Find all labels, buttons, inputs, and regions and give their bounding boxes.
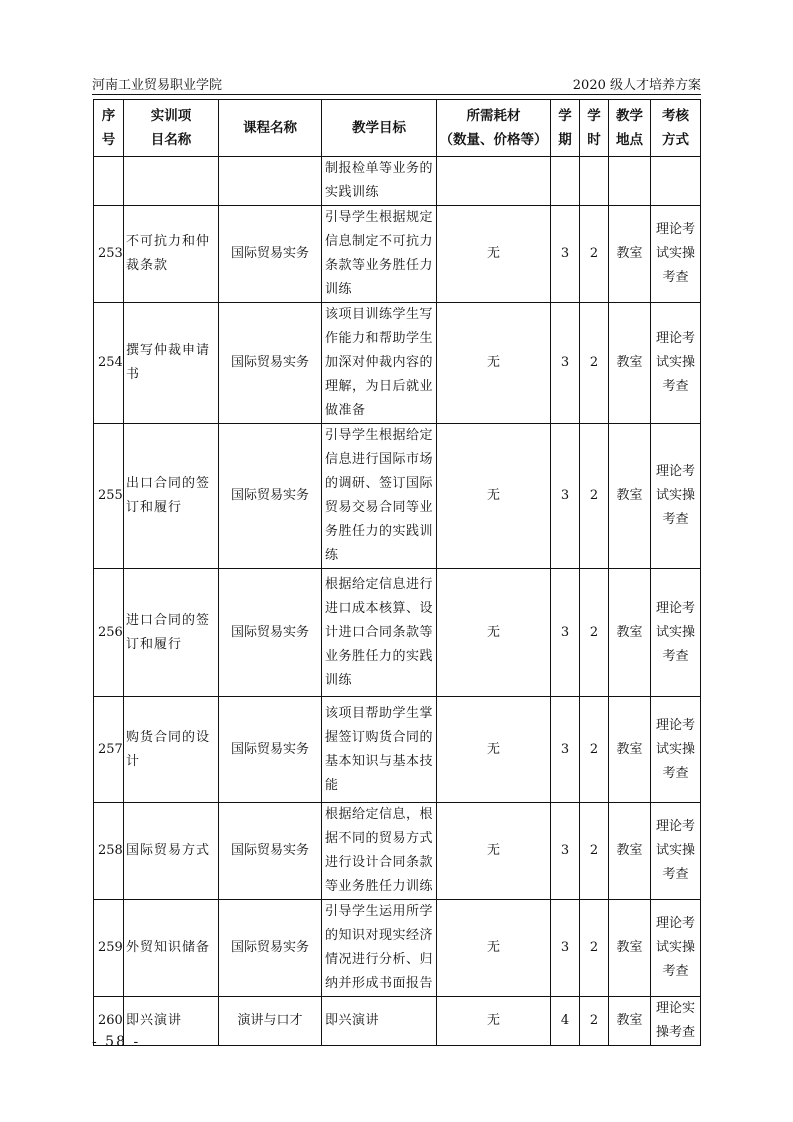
cell-term: 3 [551,206,580,303]
cell-name: 即兴演讲 [124,997,219,1046]
cell-assess: 理论考试实操考查 [651,424,701,569]
cell-hours: 2 [580,424,609,569]
cell-place: 教室 [609,997,651,1046]
cell-no: 253 [94,206,124,303]
column-header-line: 方式 [662,132,689,148]
cell-assess: 理论考试实操考查 [651,303,701,424]
table-body [94,157,701,1046]
cell-goal: 根据给定信息进行进口成本核算、设计进口合同条款等业务胜任力的实践训练 [322,569,437,697]
cell-term [551,157,580,206]
cell-no: 258 [94,803,124,900]
cell-place: 教室 [609,569,651,697]
header-doc-title: 2020 级人才培养方案 [572,78,701,93]
column-header-line: 教学 [616,108,643,124]
cell-goal: 该项目训练学生写作能力和帮助学生加深对仲裁内容的理解，为日后就业做准备 [322,303,437,424]
cell-place: 教室 [609,424,651,569]
table-row [94,206,701,303]
cell-material: 无 [437,303,551,424]
cell-goal: 引导学生运用所学的知识对现实经济情况进行分析、归纳并形成书面报告 [322,900,437,997]
cell-material: 无 [437,424,551,569]
cell-hours: 2 [580,803,609,900]
column-header [322,100,437,157]
cell-place: 教室 [609,303,651,424]
cell-name: 出口合同的签订和履行 [124,424,219,569]
cell-no: 255 [94,424,124,569]
cell-hours: 2 [580,569,609,697]
cell-assess: 理论考试实操考查 [651,697,701,803]
cell-assess: 理论考试实操考查 [651,569,701,697]
page-header [92,74,701,92]
cell-no [94,157,124,206]
cell-name [124,157,219,206]
column-header-line: 号 [101,132,116,148]
column-header-line: 期 [558,132,572,148]
cell-material [437,157,551,206]
cell-place [609,157,651,206]
table-row [94,697,701,803]
cell-no: 260 [94,997,124,1046]
cell-course: 国际贸易实务 [219,303,322,424]
cell-goal: 即兴演讲 [322,997,437,1046]
table-row [94,569,701,697]
table-row [94,997,701,1046]
column-header [94,100,124,157]
cell-name: 国际贸易方式 [124,803,219,900]
cell-place: 教室 [609,900,651,997]
cell-no: 259 [94,900,124,997]
cell-assess: 理论考试实操考查 [651,900,701,997]
cell-term: 3 [551,303,580,424]
column-header-line: 课程名称 [243,120,297,136]
cell-assess: 理论考试实操考查 [651,803,701,900]
header-rule [92,94,701,95]
column-header-line: 实训项 [150,108,192,124]
cell-hours: 2 [580,303,609,424]
cell-goal: 制报检单等业务的实践训练 [322,157,437,206]
column-header [219,100,322,157]
table-row [94,157,701,206]
column-header-line: 时 [587,132,601,148]
column-header [580,100,609,157]
table-row [94,900,701,997]
cell-goal: 引导学生根据给定信息进行国际市场的调研、签订国际贸易交易合同等业务胜任力的实践训练 [322,424,437,569]
cell-no: 254 [94,303,124,424]
cell-term: 3 [551,424,580,569]
column-header [124,100,219,157]
cell-goal: 引导学生根据规定信息制定不可抗力条款等业务胜任力训练 [322,206,437,303]
cell-hours: 2 [580,900,609,997]
cell-material: 无 [437,697,551,803]
cell-no: 256 [94,569,124,697]
table-header-row [94,100,701,157]
cell-hours: 2 [580,697,609,803]
cell-term: 3 [551,803,580,900]
cell-course: 国际贸易实务 [219,900,322,997]
column-header-line: 序 [101,108,116,124]
column-header-line: 地点 [616,132,643,148]
cell-assess: 理论实操考查 [651,997,701,1046]
column-header [551,100,580,157]
cell-course: 国际贸易实务 [219,206,322,303]
cell-course: 国际贸易实务 [219,424,322,569]
cell-material: 无 [437,803,551,900]
training-table [93,99,701,1046]
cell-material: 无 [437,900,551,997]
cell-place: 教室 [609,206,651,303]
column-header-line: 所需耗材 [466,108,521,124]
cell-name: 外贸知识储备 [124,900,219,997]
table-row [94,424,701,569]
cell-assess [651,157,701,206]
cell-place: 教室 [609,697,651,803]
table-row [94,803,701,900]
cell-term: 4 [551,997,580,1046]
column-header-line: 考核 [662,108,689,124]
cell-name: 不可抗力和仲裁条款 [124,206,219,303]
cell-course [219,157,322,206]
cell-goal: 根据给定信息，根据不同的贸易方式进行设计合同条款等业务胜任力训练 [322,803,437,900]
cell-course: 演讲与口才 [219,997,322,1046]
column-header-line: 教学目标 [352,120,406,136]
cell-no: 257 [94,697,124,803]
cell-hours: 2 [580,997,609,1046]
column-header-line: （数量、价格等） [439,132,548,148]
cell-course: 国际贸易实务 [219,569,322,697]
cell-term: 3 [551,569,580,697]
cell-material: 无 [437,997,551,1046]
cell-goal: 该项目帮助学生掌握签订购货合同的基本知识与基本技能 [322,697,437,803]
cell-name: 进口合同的签订和履行 [124,569,219,697]
cell-name: 购货合同的设计 [124,697,219,803]
cell-place: 教室 [609,803,651,900]
column-header [437,100,551,157]
column-header-line: 学 [587,108,601,124]
cell-name: 撰写仲裁申请书 [124,303,219,424]
column-header [651,100,701,157]
cell-material: 无 [437,569,551,697]
cell-material: 无 [437,206,551,303]
cell-hours: 2 [580,206,609,303]
cell-assess: 理论考试实操考查 [651,206,701,303]
cell-course: 国际贸易实务 [219,803,322,900]
column-header-line: 学 [558,108,572,124]
header-institution: 河南工业贸易职业学院 [92,78,223,93]
cell-term: 3 [551,697,580,803]
column-header-line: 目名称 [150,132,192,148]
column-header [609,100,651,157]
cell-term: 3 [551,900,580,997]
cell-hours [580,157,609,206]
cell-course: 国际贸易实务 [219,697,322,803]
page-number: - 58 - [92,1034,141,1050]
table-row [94,303,701,424]
